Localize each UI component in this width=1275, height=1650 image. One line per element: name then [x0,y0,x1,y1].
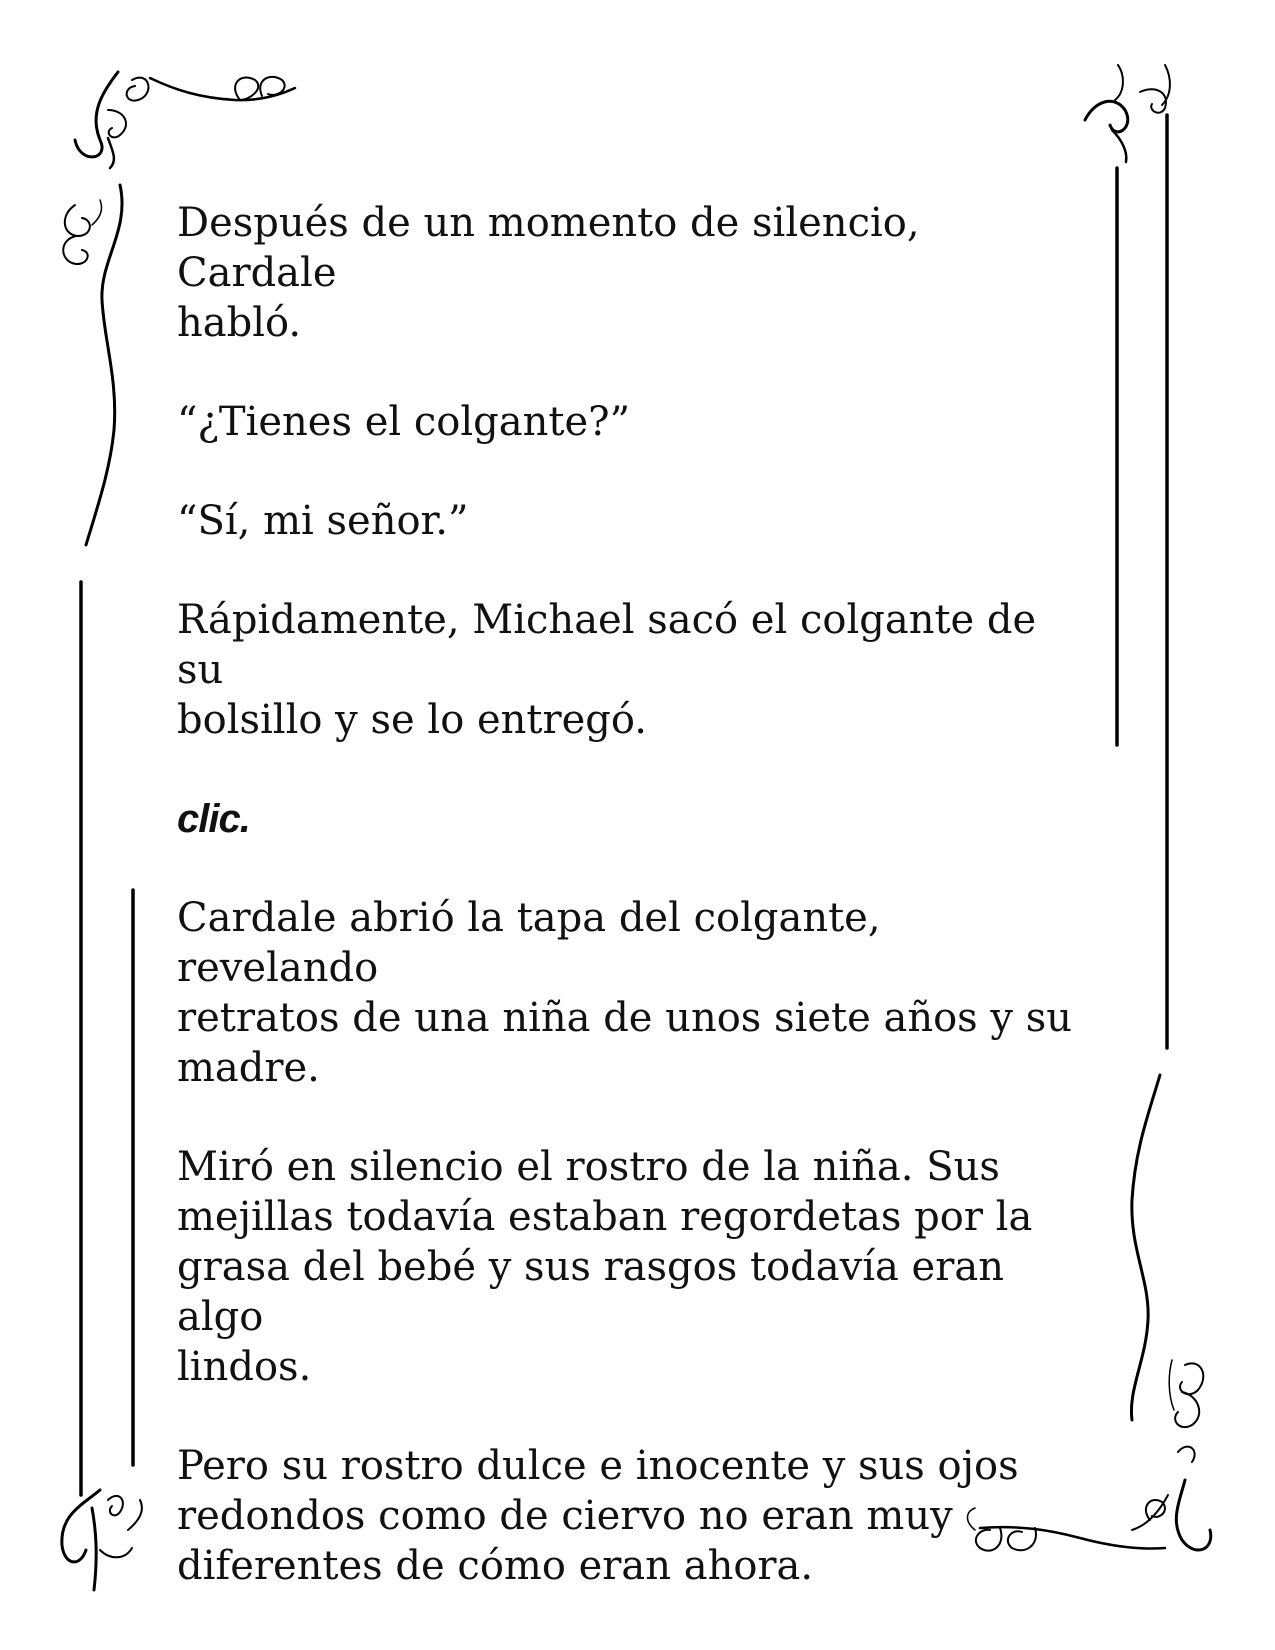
paragraph-3: “Sí, mi señor.” [177,498,469,544]
top-left-flourish-icon [75,72,295,168]
paragraph-6: Cardale abrió la tapa del colgante, revelando retratos de una niña de unos siete años y su madre. [177,895,1073,1091]
top-right-flourish-icon [1085,65,1170,162]
paragraph-8: Pero su rostro dulce e inocente y sus ojos redondos como de ciervo no eran muy diferentes de cómo eran ahora. [177,1443,1019,1589]
document-body [177,198,1077,1640]
paragraph-2: “¿Tienes el colgante?” [177,399,631,445]
paragraph-4: Rápidamente, Michael sacó el colgante de su bolsillo y se lo entregó. [177,597,1037,743]
bottom-left-flourish-icon [62,1490,142,1590]
paragraph-7: Miró en silencio el rostro de la niña. Sus mejillas todavía estaban regordetas por la grasa del bebé y sus rasgos todavía eran algo lindos. [177,1144,1033,1390]
left-upper-vine-icon [63,185,122,545]
paragraph-5-sound-effect: clic. [177,797,250,841]
right-lower-vine-icon [1131,1075,1203,1427]
paragraph-1: Después de un momento de silencio, Cardale habló. [177,200,920,346]
